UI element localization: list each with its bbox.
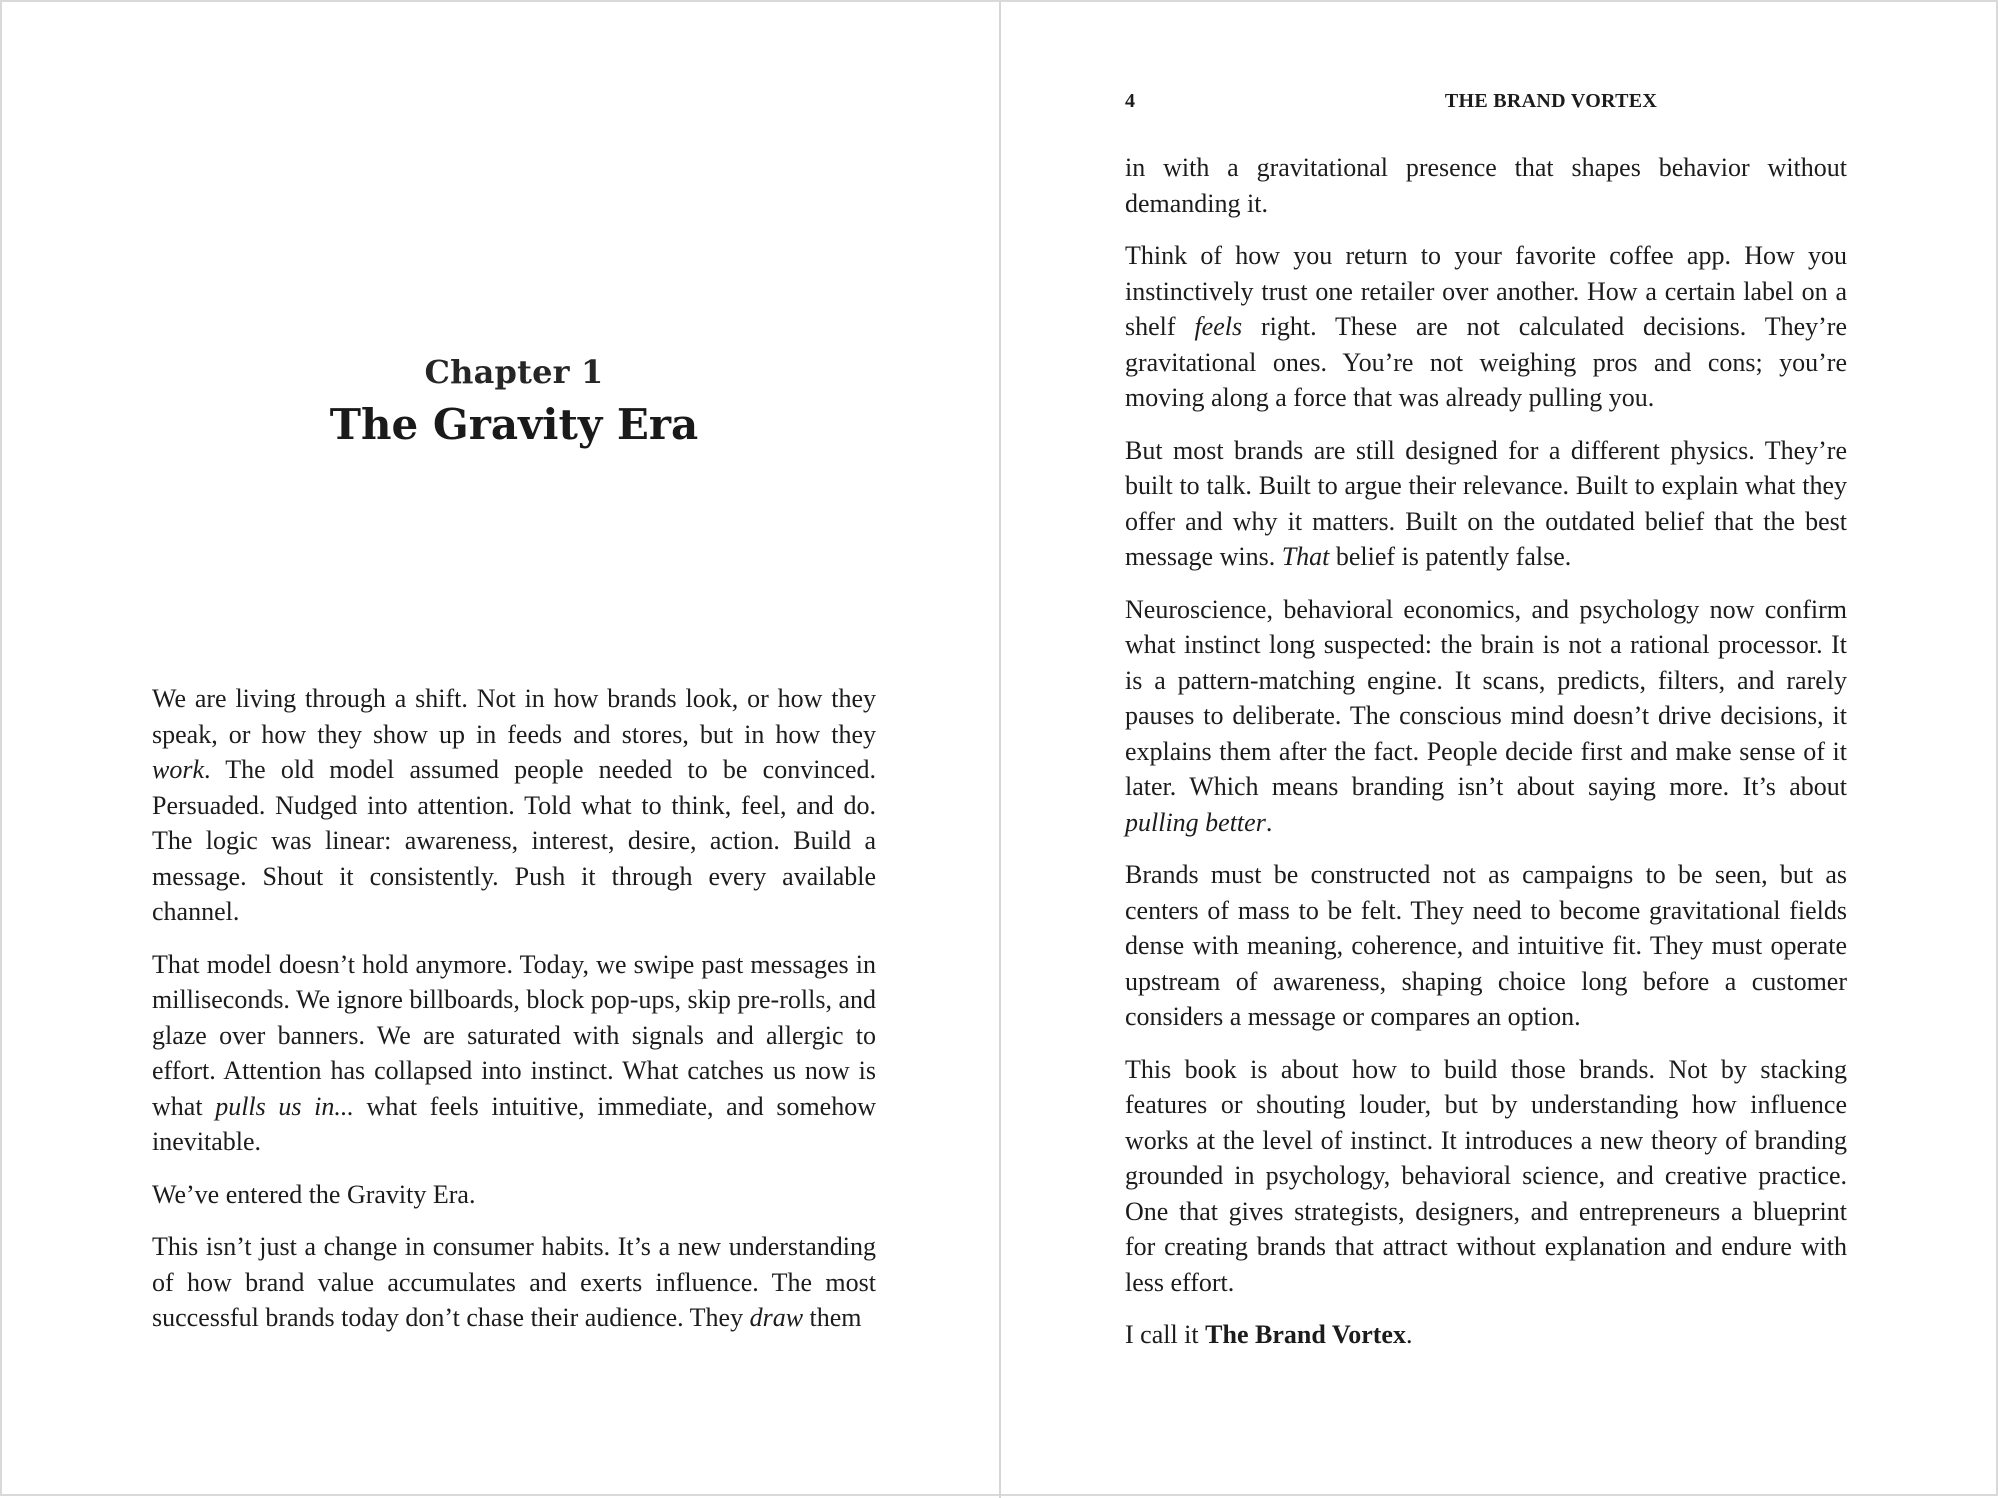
- chapter-title: The Gravity Era: [329, 400, 699, 449]
- right-page-body: [1125, 150, 1847, 1370]
- paragraph: This isn’t just a change in consumer habits. It’s a new understanding of how brand value accumulates and exerts influence. The most successful brands today don’t chase their audience. They draw them: [152, 1232, 876, 1332]
- left-page: [2, 2, 999, 1498]
- paragraph: in with a gravitational presence that shapes behavior without demanding it.: [1125, 153, 1847, 218]
- running-head: [1125, 90, 1847, 120]
- paragraph: We are living through a shift. Not in how brands look, or how they speak, or how they show up in feeds and stores, but in how they work. The old model assumed people needed to be convinced. Persuaded. Nudged into attention. Told what to think, feel, and do. The logic was linear: awareness, interest, desire, action. Build a message. Shout it consistently. Push it through every available channel.: [152, 684, 876, 926]
- chapter-label: Chapter 1: [424, 353, 604, 391]
- running-title: THE BRAND VORTEX: [1444, 90, 1658, 112]
- paragraph: I call it The Brand Vortex.: [1125, 1320, 1413, 1349]
- page-number: 4: [1125, 90, 1135, 112]
- paragraph: That model doesn’t hold anymore. Today, we swipe past messages in milliseconds. We ignore billboards, block pop-ups, skip pre-rolls, and glaze over banners. We are saturated with signals and allergic to effort. Attention has collapsed into instinct. What catches us now is what pulls us in... what feels intuitive, immediate, and somehow inevitable.: [152, 949, 876, 1156]
- paragraph: Think of how you return to your favorite coffee app. How you instinctively trust one retailer over another. How a certain label on a shelf feels right. These are not calculated decisions. They’re gravitational ones. You’re not weighing pros and cons; you’re moving along a force that was already pulling you.: [1125, 241, 1847, 412]
- paragraph: Brands must be constructed not as campaigns to be seen, but as centers of mass to be felt. They need to become gravitational fields dense with meaning, coherence, and intuitive fit. They must operate upstream of awareness, shaping choice long before a customer considers a message or compares an option.: [1125, 860, 1847, 1031]
- paragraph: We’ve entered the Gravity Era.: [152, 1179, 476, 1209]
- paragraph: This book is about how to build those brands. Not by stacking features or shouting louder, but by understanding how influence works at the level of instinct. It introduces a new theory of branding grounded in psychology, behavioral science, and creative practice. One that gives strategists, designers, and entrepreneurs a blueprint for creating brands that attract without explanation and endure with less effort.: [1125, 1054, 1847, 1297]
- chapter-heading: [152, 352, 876, 454]
- paragraph: But most brands are still designed for a different physics. They’re built to talk. Built to argue their relevance. Built to explain what they offer and why it matters. Built on the outdated belief that the best message wins. That belief is patently false.: [1125, 435, 1847, 571]
- paragraph: Neuroscience, behavioral economics, and psychology now confirm what instinct long suspected: the brain is not a rational processor. It is a pattern-matching engine. It scans, predicts, filters, and rarely pauses to deliberate. The conscious mind doesn’t drive decisions, it explains them after the fact. People decide first and make sense of it later. Which means branding isn’t about saying more. It’s about pulling better.: [1125, 594, 1847, 837]
- right-page: [1001, 2, 1998, 1498]
- left-page-body: [152, 681, 876, 1353]
